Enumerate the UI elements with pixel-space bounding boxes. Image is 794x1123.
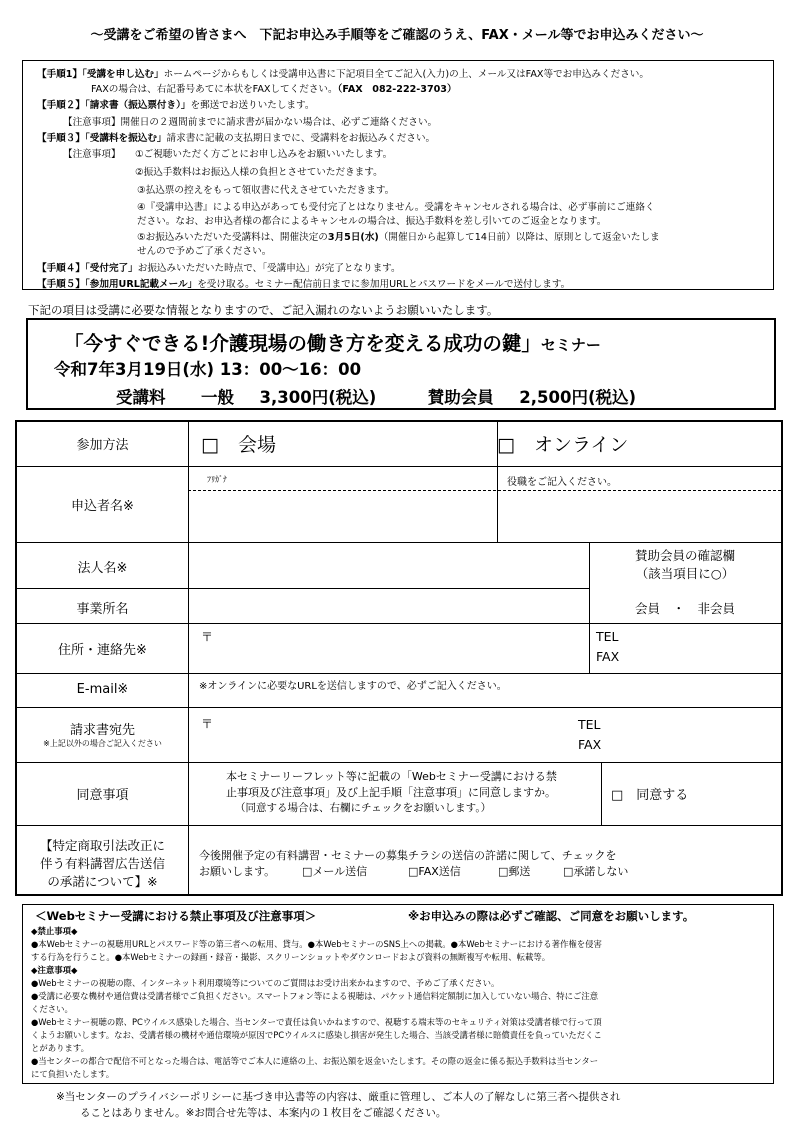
page-header: ～受講をご希望の皆さまへ 下記お申込み手順等をご確認のうえ、FAX・メール等でお申込みください～ <box>90 28 704 43</box>
consent-checkbox[interactable]: □ 同意する <box>611 788 689 803</box>
consent-text-3: （同意する場合は、右欄にチェックをお願いします。） <box>235 802 492 814</box>
member-fee: 2,500円(税込) <box>519 388 637 407</box>
invoice-fax-label: FAX <box>578 737 602 752</box>
mail-send-checkbox[interactable]: □郵送 <box>498 865 531 878</box>
invoice-address-sub: ※上記以外の場合ご記入ください <box>43 739 162 748</box>
step-1-title: 「受講を申し込む」 <box>82 69 164 80</box>
seminar-title-main: 「今すぐできる!介護現場の働き方を変える成功の鍵」 <box>64 332 541 355</box>
position-hint: 役職をご記入ください。 <box>507 477 617 488</box>
venue-checkbox[interactable]: □ 会場 <box>201 434 276 456</box>
steps-box <box>22 60 774 290</box>
applicant-name-label: 申込者名※ <box>71 499 134 514</box>
consent-label: 同意事項 <box>76 788 129 803</box>
caution-2b: ください。 <box>31 1004 73 1014</box>
member-check-title: 賛助会員の確認欄 <box>634 548 735 563</box>
email-field[interactable] <box>189 690 781 706</box>
fee-label: 受講料 <box>116 388 166 407</box>
step-5 <box>37 276 570 290</box>
step-3-title: 「受講料を振込む」 <box>84 133 167 144</box>
caution-3c: とがあります。 <box>31 1043 89 1053</box>
email-send-checkbox[interactable]: □メール送信 <box>302 865 368 878</box>
caution-3b: くようお願いします。なお、受講者様の機材や通信環境が原因でPCウイルスに感染し損害が発生した場合、当該受講者様に賠償責任を負っていただくこ <box>31 1030 602 1040</box>
step-2-label: 【手順２】 <box>37 100 85 111</box>
step-2-note: 【注意事項】開催日の２週間前までに請求書が届かない場合は、必ずご連絡ください。 <box>63 117 438 128</box>
general-fee: 3,300円(税込) <box>259 388 377 407</box>
step-1-fax <box>91 81 457 95</box>
step-3-note-4b: ださい。なお、お申込者様の都合によるキャンセルの場合は、振込手数料を差し引いてのご返金となります。 <box>137 216 607 227</box>
seminar-title-box <box>26 318 776 410</box>
step-2 <box>37 97 314 111</box>
application-form <box>15 420 783 896</box>
furigana-label: ﾌﾘｶﾞﾅ <box>207 475 227 484</box>
step-5-title: 「参加用URL記載メール」 <box>84 279 198 290</box>
prohibited-line-2: する行為を行うこと。●本Webセミナーの録画・録音・撮影、スクリーンショットやダウンロードおよび資料の無断複写や転用、転載等。 <box>31 952 551 962</box>
consent-text-2: 止事項及び注意事項」及び上記手順「注意事項」に同意しますか。 <box>226 786 556 799</box>
caution-4a: ●当センターの都合で配信不可となった場合は、電話等でご本人に連絡の上、お振込額を返金いたします。その際の返金に係る振込手数料は当センター <box>31 1056 599 1066</box>
law-text-2: お願いします。 <box>199 865 276 878</box>
postal-mark: 〒 <box>201 630 214 644</box>
rules-title-note: ※お申込みの際は必ずご確認、ご同意をお願いします。 <box>408 909 695 923</box>
participation-method-label: 参加方法 <box>76 438 129 453</box>
privacy-footer-1: ※当センターのプライバシーポリシーに基づき申込書等の内容は、厳重に管理し、ご本人の了解なしに第三者へ提供され <box>56 1091 621 1103</box>
step-4-label: 【手順４】 <box>37 263 85 274</box>
decline-checkbox[interactable]: □承諾しない <box>563 865 629 878</box>
seminar-date: 令和7年3月19日(水) 13：00～16：00 <box>54 360 362 379</box>
rules-title: ＜Webセミナー受講における禁止事項及び注意事項＞ <box>35 909 317 923</box>
prohibited-heading: ◆禁止事項◆ <box>31 926 78 936</box>
invoice-postal-mark: 〒 <box>201 717 214 731</box>
invoice-tel-label: TEL <box>578 717 601 732</box>
fax-label: FAX <box>596 649 620 664</box>
seminar-fees <box>116 384 636 408</box>
office-name-label: 事業所名 <box>76 602 129 617</box>
step-3 <box>37 130 435 144</box>
step-1-text: ホームページからもしくは受講申込書に下記項目全てご記入(入力)の上、メール又はFAX等でお申込みください。 <box>163 69 649 80</box>
member-label: 賛助会員 <box>427 388 494 407</box>
member-status-options[interactable]: 会員 ・ 非会員 <box>634 601 735 616</box>
note-5-pre: ⑤お振込みいただいた受講料は、開催決定の <box>137 232 328 243</box>
step-3-note-3: ③払込票の控えをもって領収書に代えさせていただきます。 <box>137 185 395 196</box>
tel-label: TEL <box>596 629 619 644</box>
address-label: 住所・連絡先※ <box>58 643 147 658</box>
caution-1: ●Webセミナーの視聴の際、インターネット利用環境等についてのご質問はお受け出来かねますので、予めご了承ください。 <box>31 978 500 988</box>
form-intro: 下記の項目は受講に必要な情報となりますので、ご記入漏れのないようお願いいたします。 <box>28 303 499 317</box>
step-3-label: 【手順３】 <box>37 133 85 144</box>
note-5-post: （開催日から起算して14日前）以降は、原則として返金いたしま <box>378 232 660 243</box>
cautions-heading: ◆注意事項◆ <box>31 965 78 975</box>
corporation-name-label: 法人名※ <box>77 561 128 576</box>
corporation-name-field[interactable] <box>189 543 589 587</box>
web-seminar-rules-box <box>22 904 774 1084</box>
seminar-title-suffix: セミナー <box>540 336 601 354</box>
step-4 <box>37 260 401 274</box>
step-1 <box>37 66 649 80</box>
refund-deadline: 3月5日(水) <box>327 232 379 243</box>
office-name-field[interactable] <box>189 589 589 623</box>
law-text-1: 今後開催予定の有料講習・セミナーの募集チラシの送信の許諾に関して、チェックを <box>199 849 617 862</box>
step-3-note-2: ②振込手数料はお振込人様の負担とさせていただきます。 <box>135 167 383 178</box>
consent-text-1: 本セミナーリーフレット等に記載の「Webセミナー受講における禁 <box>226 770 557 783</box>
seminar-title <box>64 328 601 356</box>
step-2-title: 「請求書（振込票付き）」 <box>84 100 191 111</box>
fax-number: （FAX 082-222-3703） <box>337 84 457 95</box>
step-3-note-label: 【注意事項】 <box>63 149 121 160</box>
privacy-footer-2: ることはありません。※お問合せ先等は、本案内の１枚目をご確認ください。 <box>80 1107 447 1119</box>
prohibited-line-1: ●本Webセミナーの視聴用URLとパスワード等の第三者への転用、貸与。●本WebセミナーのSNS上への掲載。●本Webセミナーにおける著作権を侵害 <box>31 939 602 949</box>
fax-send-checkbox[interactable]: □FAX送信 <box>408 865 461 878</box>
position-field[interactable] <box>498 491 781 541</box>
caution-2a: ●受講に必要な機材や通信費は受講者様でご負担ください。スマートフォン等による視聴は、パケット通信料定額制に加入していない場合、特にご注意 <box>31 991 599 1001</box>
step-3-note-4a: ④『受講申込書』による申込があっても受付完了とはなりません。受講をキャンセルされる場合は、必ず事前にご連絡く <box>137 202 655 213</box>
step-5-label: 【手順５】 <box>37 279 85 290</box>
step-3-note-1: ①ご視聴いただく方ごとにお申し込みをお願いいたします。 <box>135 149 393 160</box>
step-4-title: 「受付完了」 <box>84 263 138 274</box>
law-label-3: の承諾について】※ <box>47 874 158 889</box>
law-label-2: 伴う有料講習広告送信 <box>39 856 165 871</box>
online-checkbox[interactable]: □ オンライン <box>497 434 629 456</box>
invoice-address-label: 請求書宛先 <box>69 723 135 738</box>
step-3-note-5a <box>137 229 660 243</box>
email-label: E-mail※ <box>76 682 129 697</box>
caution-4b: にて負担いたします。 <box>31 1069 115 1079</box>
step-3-text: 請求書に記載の支払期日までに、受講料をお振込みください。 <box>166 133 436 144</box>
member-check-sub: （該当項目に○） <box>635 566 735 581</box>
step-1-fax-text: FAXの場合は、右記番号あてに本状をFAXしてください。 <box>91 84 338 95</box>
step-3-note-5b: せんので予めご了承ください。 <box>137 246 272 257</box>
email-hint: ※オンラインに必要なURLを送信しますので、必ずご記入ください。 <box>199 681 507 692</box>
step-2-text: を郵送でお送りいたします。 <box>190 100 315 111</box>
general-label: 一般 <box>201 388 234 407</box>
step-5-text: を受け取る。セミナー配信前日までに参加用URLとパスワードをメールで送付します。 <box>197 279 571 290</box>
applicant-name-field[interactable] <box>189 491 497 541</box>
step-4-text: お振込みいただいた時点で、「受講申込」が完了となります。 <box>137 263 401 274</box>
caution-3a: ●Webセミナー視聴の際、PCウイルス感染した場合、当センターで責任は負いかねますので、視聴する端末等のセキュリティ対策は受講者様で行って頂 <box>31 1017 602 1027</box>
law-label-1: 【特定商取引法改正に <box>39 838 165 853</box>
step-1-label: 【手順1】 <box>37 69 83 80</box>
